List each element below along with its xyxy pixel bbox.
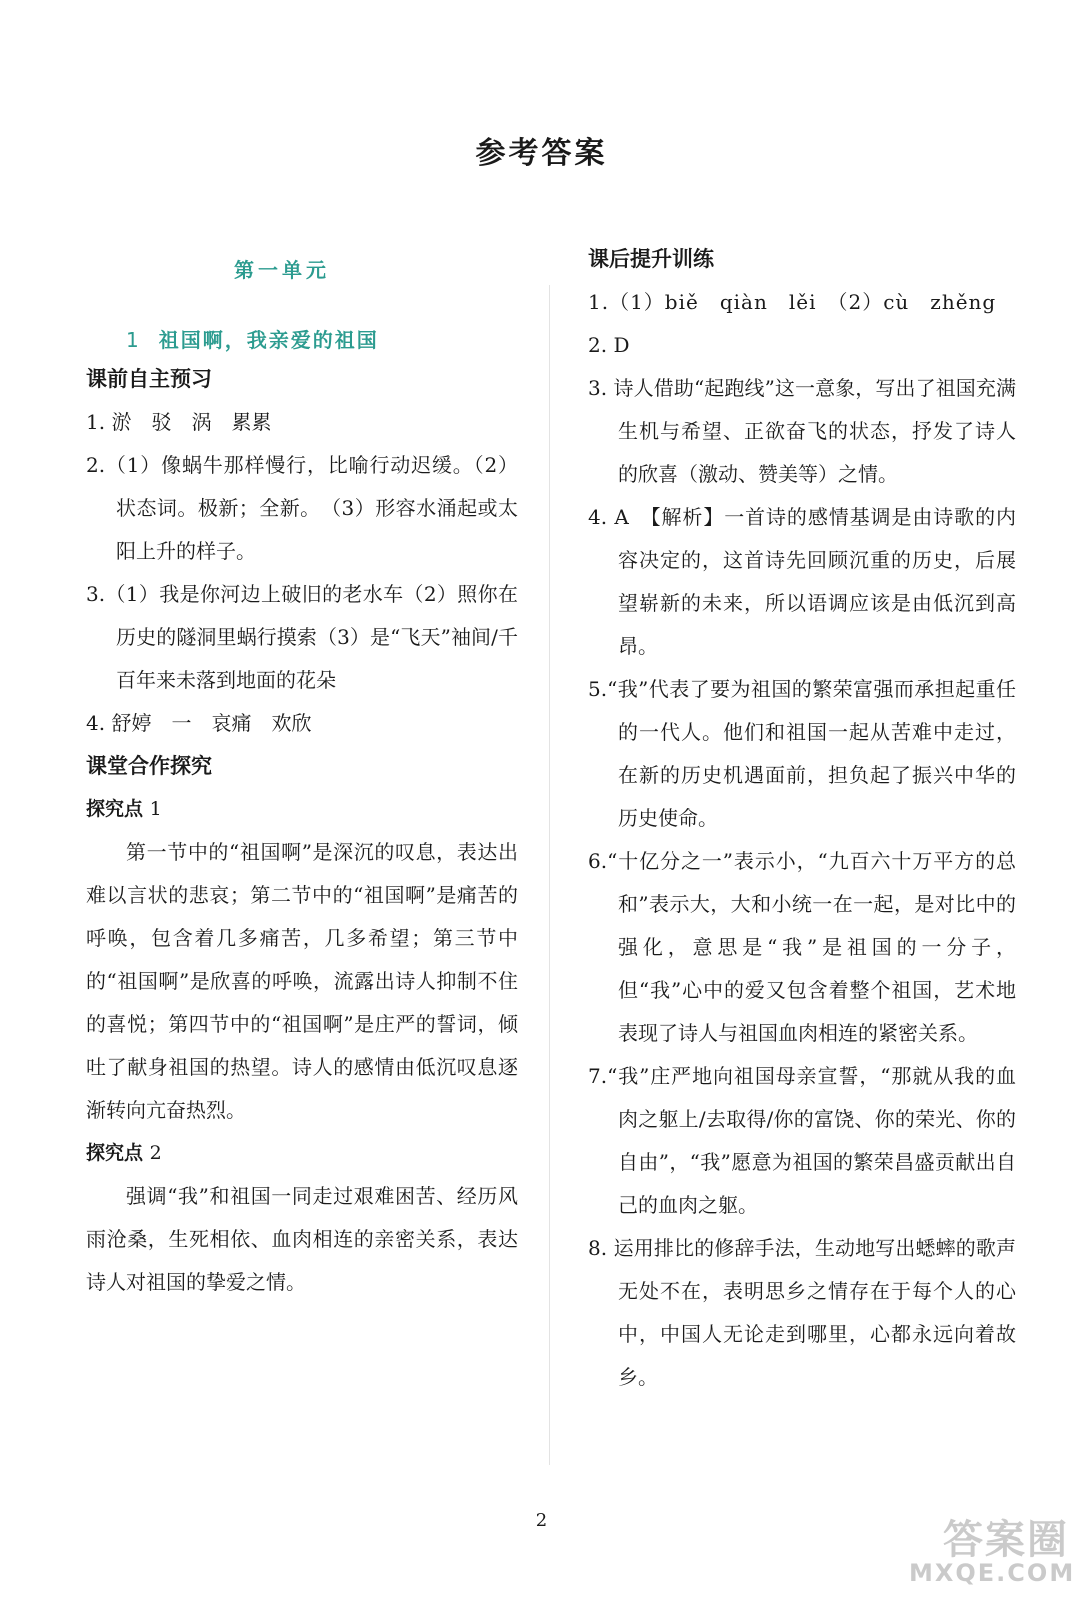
practice-item-6: 6.“十亿分之一”表示小，“九百六十万平方的总和”表示大，大和小统一在一起，是对比中的强化，意思是“我”是祖国的一分子，但“我”心中的爱又包含着整个祖国，艺术地表现了诗人与祖国血肉相连的紧密关系。 <box>588 849 1016 1045</box>
practice-item-5: 5.“我”代表了要为祖国的繁荣富强而承担起重任的一代人。他们和祖国一起从苦难中走过，在新的历史机遇面前，担负起了振兴中华的历史使命。 <box>588 677 1016 830</box>
class-heading: 课堂合作探究 <box>86 754 212 778</box>
preview-heading: 课前自主预习 <box>86 367 212 391</box>
page-title: 参考答案 <box>475 136 608 171</box>
unit-title: 第一单元 <box>234 258 330 282</box>
preview-item-4: 4. 舒婷 一 哀痛 欢欣 <box>86 711 312 735</box>
page-number: 2 <box>535 1510 548 1531</box>
lesson-name: 祖国啊，我亲爱的祖国 <box>158 328 379 352</box>
point2-heading <box>86 1132 518 1175</box>
practice-item-8: 8. 运用排比的修辞手法，生动地写出蟋蟀的歌声无处不在，表明思乡之情存在于每个人的心中，中国人无论走到哪里，心都永远向着故乡。 <box>588 1236 1016 1389</box>
watermark-top: 答案圈 <box>943 1517 1069 1563</box>
left-column <box>86 250 518 1304</box>
watermark-logo <box>909 1508 1076 1590</box>
column-divider <box>549 285 550 1465</box>
right-column <box>588 238 1016 1399</box>
point2-number: 2 <box>149 1142 162 1164</box>
practice-item-1: 1.（1）biě qiàn lěi （2）cù zhěng <box>588 290 997 314</box>
watermark-bottom: MXQE.COM <box>909 1559 1076 1587</box>
point1-number: 1 <box>149 798 162 820</box>
point1-text: 第一节中的“祖国啊”是深沉的叹息，表达出难以言状的悲哀；第二节中的“祖国啊”是痛苦的呼唤，包含着几多痛苦，几多希望；第三节中的“祖国啊”是欣喜的呼唤，流露出诗人抑制不住的喜悦；第四节中的“祖国啊”是庄严的誓词，倾吐了献身祖国的热望。诗人的感情由低沉叹息逐渐转向亢奋热烈。 <box>86 840 518 1122</box>
point2-text: 强调“我”和祖国一同走过艰难困苦、经历风雨沧桑，生死相依、血肉相连的亲密关系，表达诗人对祖国的挚爱之情。 <box>86 1184 518 1294</box>
point2-label: 探究点 <box>86 1142 144 1164</box>
preview-item-1: 1. 淤 驳 涡 累累 <box>86 410 272 434</box>
preview-item-3: 3.（1）我是你河边上破旧的老水车（2）照你在历史的隧洞里蜗行摸索（3）是“飞天”袖间/千百年来未落到地面的花朵 <box>86 582 518 692</box>
lesson-number: 1 <box>126 328 141 352</box>
practice-item-7: 7.“我”庄严地向祖国母亲宣誓，“那就从我的血肉之躯上/去取得/你的富饶、你的荣光、你的自由”，“我”愿意为祖国的繁荣昌盛贡献出自己的血肉之躯。 <box>588 1064 1016 1217</box>
practice-item-2: 2. D <box>588 333 630 357</box>
practice-item-3: 3. 诗人借助“起跑线”这一意象，写出了祖国充满生机与希望、正欲奋飞的状态，抒发了诗人的欣喜（激动、赞美等）之情。 <box>588 376 1016 486</box>
practice-heading: 课后提升训练 <box>588 247 714 271</box>
preview-item-2: 2.（1）像蜗牛那样慢行，比喻行动迟缓。（2）状态词。极新；全新。 （3）形容水涌起或太阳上升的样子。 <box>86 453 518 563</box>
practice-item-4: 4. A 【解析】一首诗的感情基调是由诗歌的内容决定的，这首诗先回顾沉重的历史，后展望崭新的未来，所以语调应该是由低沉到高昂。 <box>588 505 1016 658</box>
lesson-title <box>126 322 518 358</box>
point1-heading <box>86 788 518 831</box>
point1-label: 探究点 <box>86 798 144 820</box>
